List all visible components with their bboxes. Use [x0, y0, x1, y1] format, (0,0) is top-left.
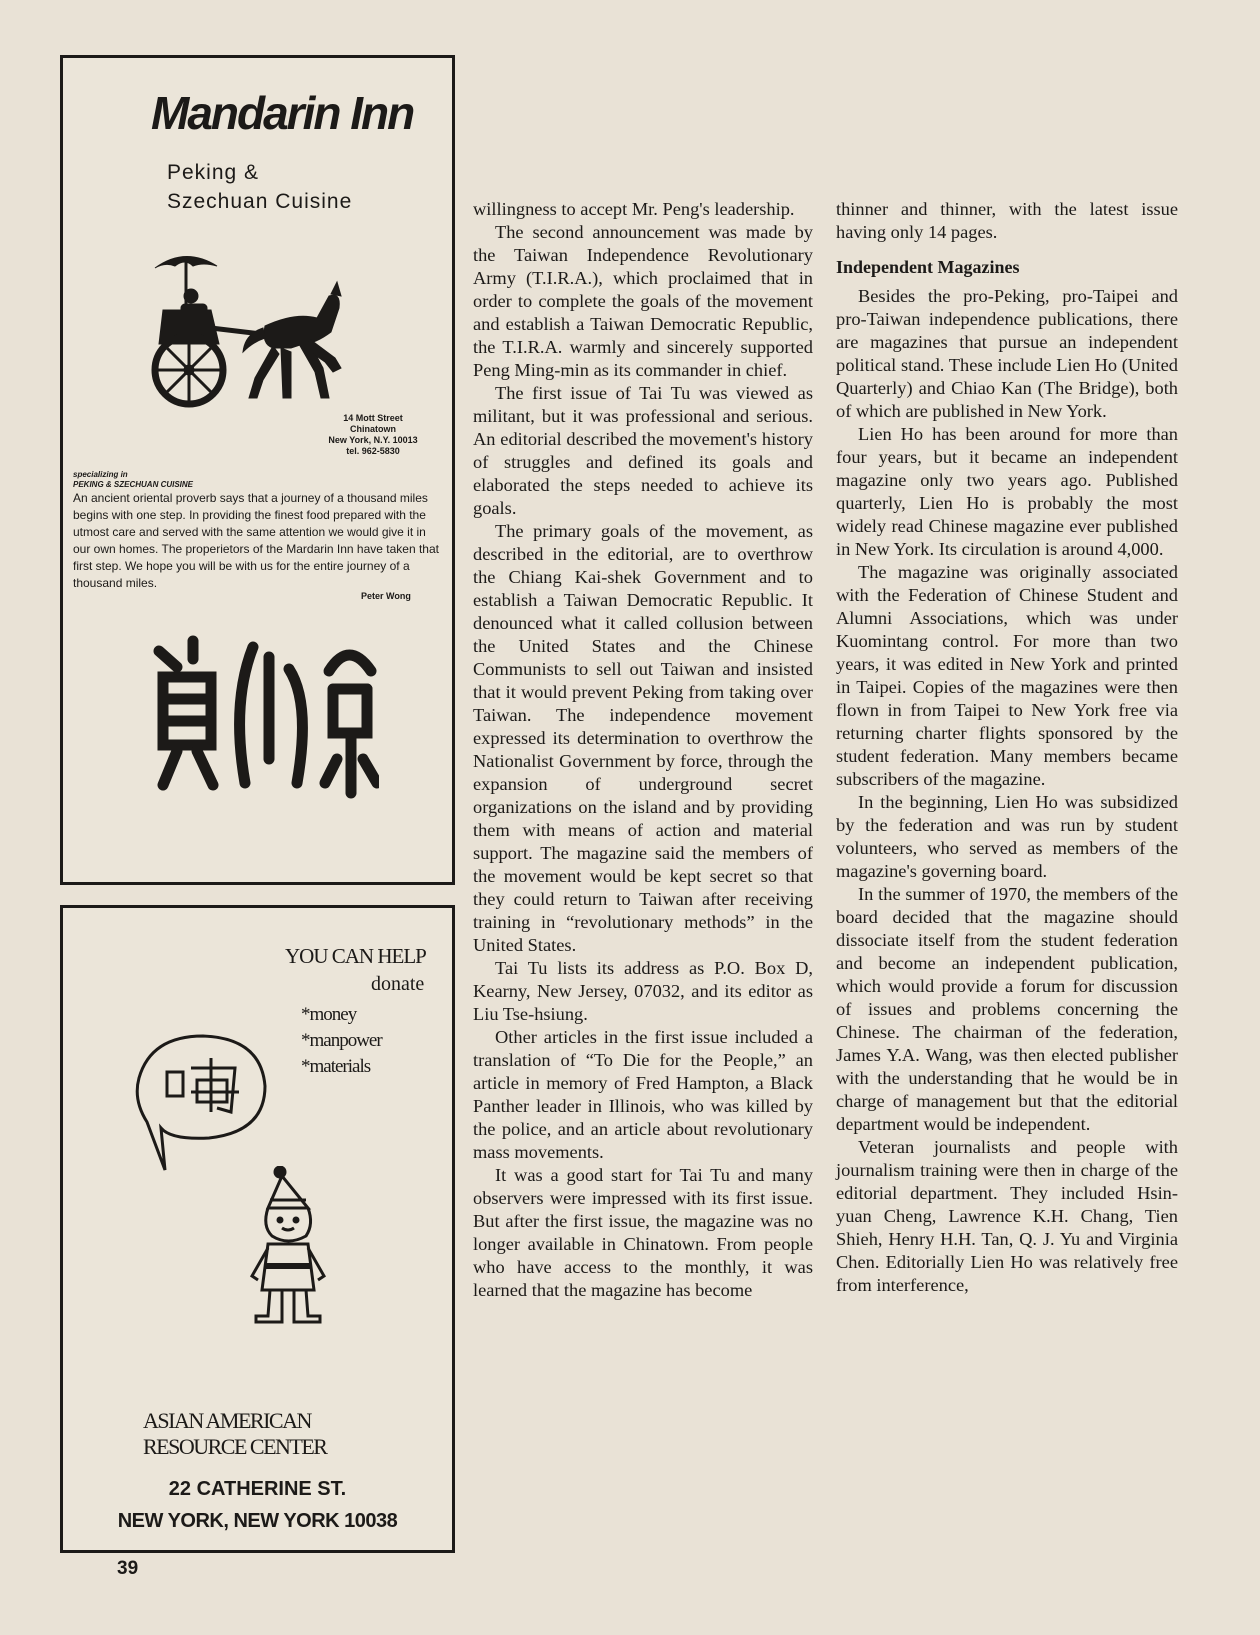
article-paragraph: Besides the pro-Peking, pro-Taipei and pro-Taiwan independence publications, there are magazines that pursue an independent political stand. These include Lien Ho (United Quarterly) and Chiao Kan (The Bridge), both of which are published in New York. — [836, 286, 1178, 421]
article-paragraph: The magazine was originally associated with the Federation of Chinese Student and Alumni Associations, which was under Kuomintang control. For more than two years, it was edited in New York and printed in Taipei. Copies of the magazines were then flown in from Taipei to New York free via returning charter flights sponsored by the student federation. Many members became subscribers of the magazine. — [836, 562, 1178, 789]
speech-bubble-icon — [131, 1028, 281, 1178]
article-column-2 — [836, 198, 1178, 1297]
seal-script-characters — [149, 633, 379, 803]
article-paragraph: Other articles in the first issue included a translation of “To Die for the People,” an article in memory of Fred Hampton, a Black Panther leader in Illinois, who was killed by the police, and an article about revolutionary mass movements. — [473, 1027, 813, 1162]
mandarin-inn-ad — [60, 55, 455, 885]
santa-figure-illustration — [248, 1166, 348, 1326]
article-paragraph: Veteran journalists and people with journalism training were then in charge of the editorial department. They included Hsin-yuan Cheng, Lawrence K.H. Chang, Tien Shieh, Henry H.H. Tan, Q. J. Yu and Virginia Chen. Editorially Lien Ho was relatively free from interference, — [836, 1137, 1178, 1295]
ad-signature: Peter Wong — [361, 591, 411, 601]
rickshaw-illustration — [145, 248, 345, 418]
article-paragraph: In the beginning, Lien Ho was subsidized by the federation and was run by student volunteers, who served as members of the magazine's governing board. — [836, 792, 1178, 881]
article-column-1 — [473, 198, 813, 1302]
donate-text: donate — [371, 973, 425, 995]
article-paragraph: The primary goals of the movement, as described in the editorial, are to overthrow the Chiang Kai-shek Government and to establish a Taiwan Democratic Republic. It denounced what it called collusion between the United States and the Chinese Communists to sell out Taiwan and insisted that it would prevent Peking from taking over Taiwan. The independence movement expressed its determination to overthrow the Nationalist Government by force, through the expansion of underground secret organizations on the island and by providing them with means of action and material support. The magazine said the members of the movement would be kept secret so that they could return to Taiwan after receiving training in “revolutionary methods” in the United States. — [473, 521, 813, 955]
ad-subtitle — [167, 158, 352, 216]
ad-logo: Mandarin Inn — [151, 87, 414, 139]
donation-item: *materials — [301, 1056, 371, 1077]
address-line: New York, N.Y. 10013 — [328, 435, 418, 445]
org-city: NEW YORK, NEW YORK 10038 — [117, 1510, 398, 1532]
specializing-text — [73, 470, 193, 490]
resource-center-ad — [60, 905, 455, 1553]
article-paragraph: Lien Ho has been around for more than four years, but it became an independent magazine only two years ago. Published quarterly, Lien Ho is probably the most widely read Chinese magazine ever published in New York. Its circulation is around 4,000. — [836, 424, 1178, 559]
ad-proverb: An ancient oriental proverb says that a journey of a thousand miles begins with one step. In providing the finest food prepared with the utmost care and served with the same attention we would give it in our own homes. The properietors of the Mardarin Inn have taken that first step. We hope you will be with us for the entire journey of a thousand miles. — [73, 491, 439, 590]
ad-subtitle-line1: Peking & — [167, 161, 260, 184]
you-can-help-headline: YOU CAN HELP — [285, 944, 426, 968]
org-name-line2: RESOURCE CENTER — [143, 1434, 327, 1459]
address-line: tel. 962-5830 — [346, 446, 400, 456]
ad-subtitle-line2: Szechuan Cuisine — [167, 190, 353, 213]
donation-item: *manpower — [301, 1030, 382, 1051]
article-paragraph: willingness to accept Mr. Peng's leadership. — [473, 199, 795, 219]
article-paragraph: It was a good start for Tai Tu and many observers were impressed with its first issue. But after the first issue, the magazine was no longer available in Chinatown. From people who have access to the monthly, it was learned that the magazine has become — [473, 1165, 813, 1300]
specializing-line2: PEKING & SZECHUAN CUISINE — [73, 480, 194, 489]
org-name-line1: ASIAN AMERICAN — [143, 1408, 311, 1433]
article-paragraph: In the summer of 1970, the members of the board decided that the magazine should dissociate itself from the student federation and become an independent publication, which would provide a forum for discussion of issues and problems concerning the Chinese. The chairman of the federation, James Y.A. Wang, was then elected publisher with the understanding that he would be in charge of management but that the editorial department would be independent. — [836, 884, 1178, 1134]
donation-list — [301, 1002, 382, 1080]
article-paragraph: thinner and thinner, with the latest issue having only 14 pages. — [836, 199, 1178, 242]
specializing-line1: specializing in — [73, 470, 128, 479]
org-name — [143, 1408, 326, 1460]
section-heading: Independent Magazines — [836, 257, 1020, 277]
page-number: 39 — [117, 1558, 139, 1579]
article-paragraph: The second announcement was made by the Taiwan Independence Revolutionary Army (T.I.R.A.), which proclaimed that in order to complete the goals of the movement and establish a Taiwan Democratic Republic, the T.I.R.A. warmly and sincerely supported Peng Ming-min as its commander in chief. — [473, 222, 813, 380]
restaurant-address — [318, 413, 428, 457]
donation-item: *money — [301, 1004, 357, 1025]
address-line: 14 Mott Street — [343, 413, 403, 423]
article-paragraph: Tai Tu lists its address as P.O. Box D, Kearny, New Jersey, 07032, and its editor as Liu Tse-hsiung. — [473, 958, 813, 1024]
article-paragraph: The first issue of Tai Tu was viewed as militant, but it was professional and serious. An editorial described the movement's history of struggles and defined its goals and elaborated the steps needed to achieve its goals. — [473, 383, 813, 518]
org-street: 22 CATHERINE ST. — [168, 1478, 347, 1500]
address-line: Chinatown — [350, 424, 396, 434]
